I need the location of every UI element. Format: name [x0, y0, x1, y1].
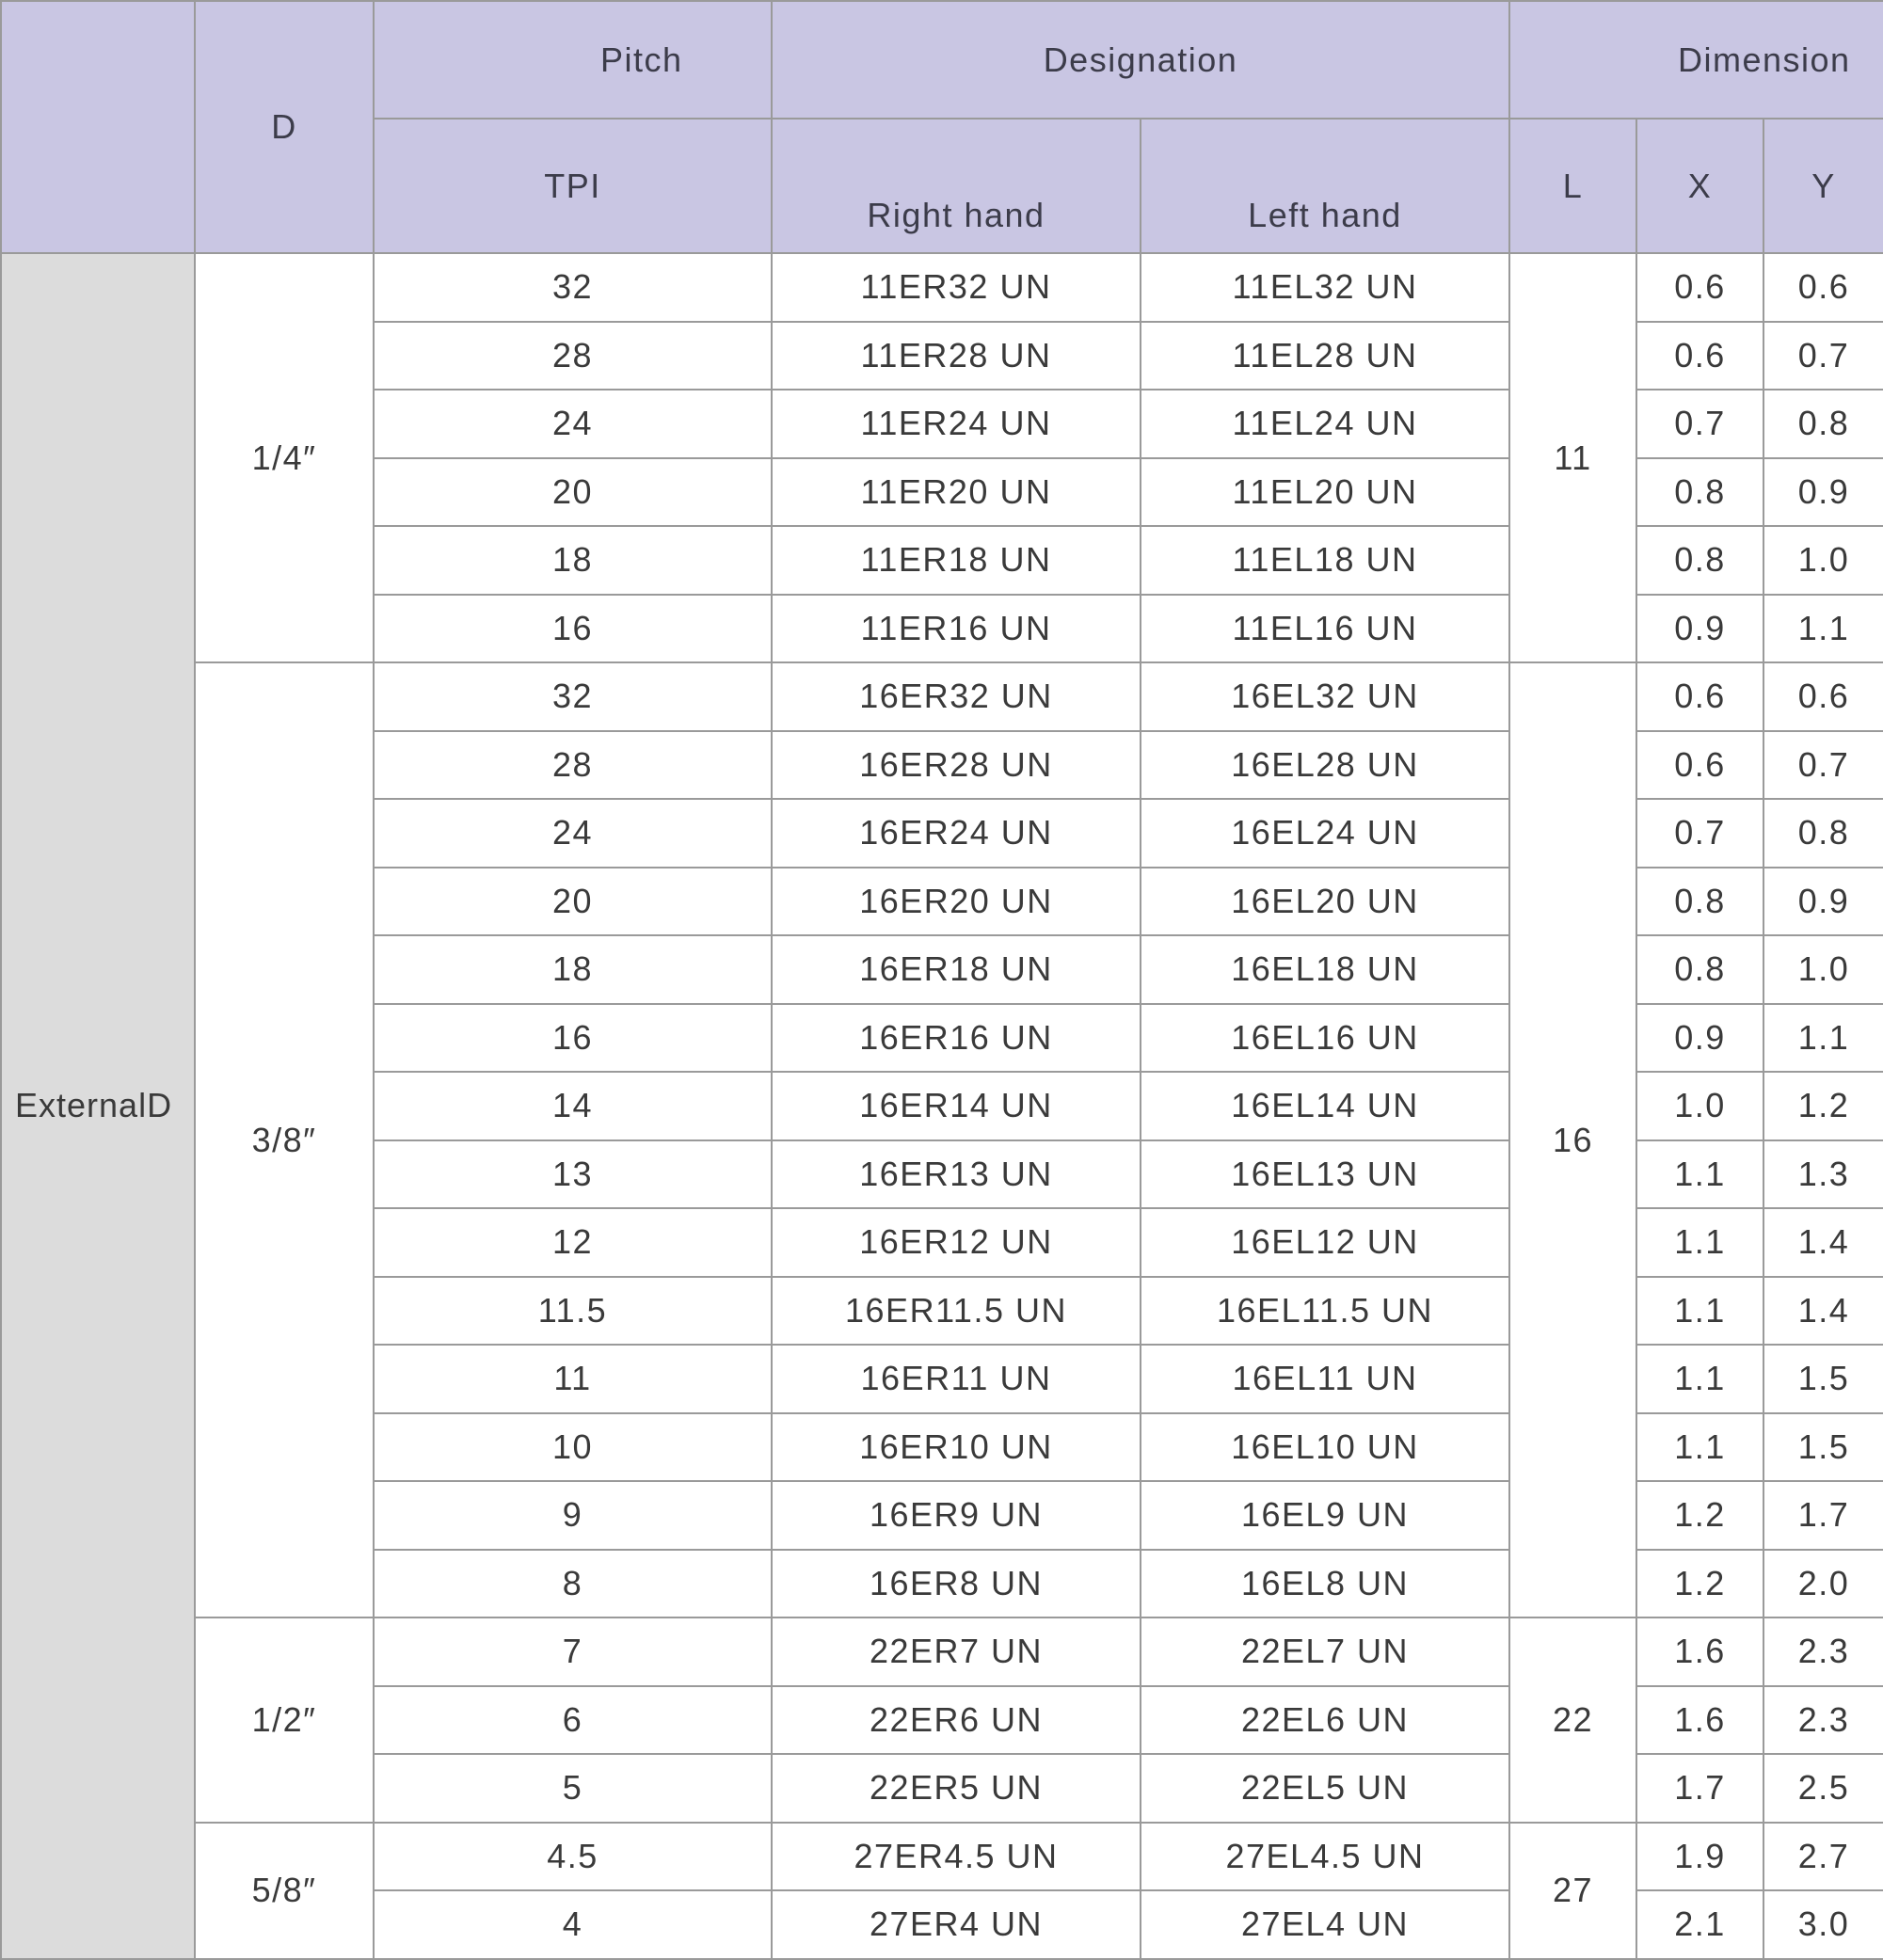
left-hand-cell: 16EL9 UN [1141, 1481, 1509, 1550]
tpi-cell: 12 [374, 1208, 772, 1277]
tpi-cell: 11.5 [374, 1277, 772, 1346]
y-cell: 1.7 [1763, 1481, 1883, 1550]
category-cell: ExternalD [1, 253, 195, 1959]
left-hand-cell: 11EL24 UN [1141, 390, 1509, 458]
y-cell: 1.1 [1763, 595, 1883, 663]
length-cell: 27 [1509, 1823, 1636, 1959]
left-hand-cell: 11EL20 UN [1141, 458, 1509, 527]
x-cell: 2.1 [1636, 1890, 1763, 1959]
y-cell: 1.3 [1763, 1140, 1883, 1209]
y-cell: 0.8 [1763, 799, 1883, 868]
y-cell: 0.6 [1763, 662, 1883, 731]
right-hand-cell: 16ER12 UN [772, 1208, 1141, 1277]
header-pitch: Pitch [374, 1, 772, 119]
header-tpi: TPI [374, 119, 772, 253]
y-cell: 1.0 [1763, 935, 1883, 1004]
tpi-cell: 28 [374, 731, 772, 800]
y-cell: 1.4 [1763, 1208, 1883, 1277]
left-hand-cell: 16EL11 UN [1141, 1345, 1509, 1413]
table-header [1, 1, 1883, 253]
y-cell: 1.2 [1763, 1072, 1883, 1140]
y-cell: 1.5 [1763, 1345, 1883, 1413]
x-cell: 0.9 [1636, 1004, 1763, 1073]
y-cell: 0.7 [1763, 322, 1883, 390]
y-cell: 2.3 [1763, 1617, 1883, 1686]
table-row [1, 662, 1883, 731]
y-cell: 3.0 [1763, 1890, 1883, 1959]
right-hand-cell: 27ER4 UN [772, 1890, 1141, 1959]
tpi-cell: 7 [374, 1617, 772, 1686]
y-cell: 2.3 [1763, 1686, 1883, 1755]
right-hand-cell: 16ER8 UN [772, 1550, 1141, 1618]
y-cell: 0.8 [1763, 390, 1883, 458]
x-cell: 1.9 [1636, 1823, 1763, 1891]
x-cell: 0.6 [1636, 322, 1763, 390]
diameter-cell: 3/8″ [195, 662, 374, 1617]
right-hand-cell: 16ER32 UN [772, 662, 1141, 731]
x-cell: 0.8 [1636, 868, 1763, 936]
tpi-cell: 28 [374, 322, 772, 390]
left-hand-cell: 11EL32 UN [1141, 253, 1509, 322]
x-cell: 1.0 [1636, 1072, 1763, 1140]
right-hand-cell: 22ER5 UN [772, 1754, 1141, 1823]
x-cell: 0.7 [1636, 390, 1763, 458]
tpi-cell: 11 [374, 1345, 772, 1413]
left-hand-cell: 16EL28 UN [1141, 731, 1509, 800]
right-hand-cell: 22ER7 UN [772, 1617, 1141, 1686]
tpi-cell: 24 [374, 390, 772, 458]
x-cell: 1.1 [1636, 1277, 1763, 1346]
header-d: D [195, 1, 374, 253]
diameter-cell: 1/2″ [195, 1617, 374, 1823]
y-cell: 0.9 [1763, 458, 1883, 527]
x-cell: 1.7 [1636, 1754, 1763, 1823]
right-hand-cell: 22ER6 UN [772, 1686, 1141, 1755]
header-left-hand: Left hand [1141, 119, 1509, 253]
tpi-cell: 6 [374, 1686, 772, 1755]
x-cell: 0.8 [1636, 526, 1763, 595]
header-dimension: Dimension [1509, 1, 1883, 119]
right-hand-cell: 27ER4.5 UN [772, 1823, 1141, 1891]
left-hand-cell: 11EL18 UN [1141, 526, 1509, 595]
right-hand-cell: 16ER16 UN [772, 1004, 1141, 1073]
tpi-cell: 14 [374, 1072, 772, 1140]
right-hand-cell: 11ER28 UN [772, 322, 1141, 390]
diameter-cell: 5/8″ [195, 1823, 374, 1959]
left-hand-cell: 16EL14 UN [1141, 1072, 1509, 1140]
left-hand-cell: 22EL5 UN [1141, 1754, 1509, 1823]
x-cell: 0.6 [1636, 662, 1763, 731]
y-cell: 1.4 [1763, 1277, 1883, 1346]
left-hand-cell: 22EL6 UN [1141, 1686, 1509, 1755]
length-cell: 11 [1509, 253, 1636, 662]
right-hand-cell: 11ER20 UN [772, 458, 1141, 527]
x-cell: 0.6 [1636, 731, 1763, 800]
left-hand-cell: 16EL18 UN [1141, 935, 1509, 1004]
left-hand-cell: 27EL4.5 UN [1141, 1823, 1509, 1891]
tpi-cell: 4.5 [374, 1823, 772, 1891]
tpi-cell: 13 [374, 1140, 772, 1209]
y-cell: 1.1 [1763, 1004, 1883, 1073]
right-hand-cell: 16ER18 UN [772, 935, 1141, 1004]
x-cell: 0.8 [1636, 935, 1763, 1004]
y-cell: 2.0 [1763, 1550, 1883, 1618]
x-cell: 0.8 [1636, 458, 1763, 527]
tpi-cell: 32 [374, 662, 772, 731]
left-hand-cell: 11EL16 UN [1141, 595, 1509, 663]
left-hand-cell: 27EL4 UN [1141, 1890, 1509, 1959]
right-hand-cell: 11ER16 UN [772, 595, 1141, 663]
y-cell: 0.9 [1763, 868, 1883, 936]
x-cell: 1.6 [1636, 1686, 1763, 1755]
x-cell: 0.9 [1636, 595, 1763, 663]
header-designation: Designation [772, 1, 1509, 119]
header-blank-cell [1, 1, 195, 253]
left-hand-cell: 16EL11.5 UN [1141, 1277, 1509, 1346]
header-row-1 [1, 1, 1883, 119]
header-y: Y [1763, 119, 1883, 253]
left-hand-cell: 16EL20 UN [1141, 868, 1509, 936]
right-hand-cell: 16ER20 UN [772, 868, 1141, 936]
right-hand-cell: 16ER13 UN [772, 1140, 1141, 1209]
header-right-hand: Right hand [772, 119, 1141, 253]
length-cell: 22 [1509, 1617, 1636, 1823]
diameter-cell: 1/4″ [195, 253, 374, 662]
x-cell: 1.1 [1636, 1208, 1763, 1277]
left-hand-cell: 16EL16 UN [1141, 1004, 1509, 1073]
tpi-cell: 18 [374, 526, 772, 595]
tpi-cell: 10 [374, 1413, 772, 1482]
right-hand-cell: 16ER11.5 UN [772, 1277, 1141, 1346]
x-cell: 1.1 [1636, 1345, 1763, 1413]
left-hand-cell: 11EL28 UN [1141, 322, 1509, 390]
tpi-cell: 24 [374, 799, 772, 868]
y-cell: 1.5 [1763, 1413, 1883, 1482]
y-cell: 0.6 [1763, 253, 1883, 322]
right-hand-cell: 11ER24 UN [772, 390, 1141, 458]
x-cell: 1.2 [1636, 1481, 1763, 1550]
tpi-cell: 20 [374, 868, 772, 936]
left-hand-cell: 16EL8 UN [1141, 1550, 1509, 1618]
header-l: L [1509, 119, 1636, 253]
header-x: X [1636, 119, 1763, 253]
length-cell: 16 [1509, 662, 1636, 1617]
right-hand-cell: 11ER32 UN [772, 253, 1141, 322]
y-cell: 1.0 [1763, 526, 1883, 595]
left-hand-cell: 16EL13 UN [1141, 1140, 1509, 1209]
tpi-cell: 8 [374, 1550, 772, 1618]
y-cell: 0.7 [1763, 731, 1883, 800]
right-hand-cell: 16ER14 UN [772, 1072, 1141, 1140]
x-cell: 1.6 [1636, 1617, 1763, 1686]
tpi-cell: 4 [374, 1890, 772, 1959]
left-hand-cell: 16EL32 UN [1141, 662, 1509, 731]
x-cell: 1.1 [1636, 1140, 1763, 1209]
x-cell: 0.7 [1636, 799, 1763, 868]
right-hand-cell: 16ER11 UN [772, 1345, 1141, 1413]
y-cell: 2.7 [1763, 1823, 1883, 1891]
x-cell: 0.6 [1636, 253, 1763, 322]
right-hand-cell: 16ER24 UN [772, 799, 1141, 868]
tpi-cell: 5 [374, 1754, 772, 1823]
tpi-cell: 16 [374, 595, 772, 663]
tpi-cell: 18 [374, 935, 772, 1004]
tpi-cell: 16 [374, 1004, 772, 1073]
tpi-cell: 20 [374, 458, 772, 527]
right-hand-cell: 11ER18 UN [772, 526, 1141, 595]
table-row [1, 253, 1883, 322]
left-hand-cell: 22EL7 UN [1141, 1617, 1509, 1686]
left-hand-cell: 16EL10 UN [1141, 1413, 1509, 1482]
table-row [1, 1617, 1883, 1686]
left-hand-cell: 16EL12 UN [1141, 1208, 1509, 1277]
left-hand-cell: 16EL24 UN [1141, 799, 1509, 868]
tpi-cell: 9 [374, 1481, 772, 1550]
x-cell: 1.1 [1636, 1413, 1763, 1482]
table-body [1, 253, 1883, 1959]
right-hand-cell: 16ER28 UN [772, 731, 1141, 800]
table-row [1, 1823, 1883, 1891]
tpi-cell: 32 [374, 253, 772, 322]
x-cell: 1.2 [1636, 1550, 1763, 1618]
right-hand-cell: 16ER10 UN [772, 1413, 1141, 1482]
right-hand-cell: 16ER9 UN [772, 1481, 1141, 1550]
y-cell: 2.5 [1763, 1754, 1883, 1823]
